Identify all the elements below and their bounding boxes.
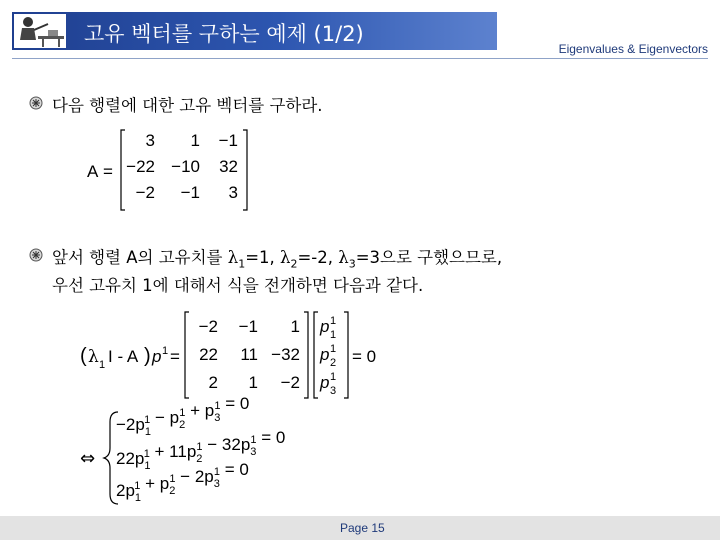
matrix-cell: 3: [145, 131, 155, 150]
matrix-cell: −2: [135, 183, 155, 202]
bullet-icon: [28, 247, 44, 263]
svg-text:p: p: [320, 345, 330, 364]
system-equation: $22p_11 + 11p_21 - 32p_31 = 0$: [116, 428, 286, 472]
linear-system: [78, 394, 338, 508]
system-equation: $-2p_11 - p_21 + p_31 = 0$: [116, 394, 250, 438]
svg-text:p: p: [320, 373, 330, 392]
matrix-a: [80, 125, 280, 215]
bullet-icon: [28, 95, 44, 111]
matrix-cell: 1: [248, 373, 258, 392]
matrix-cell: 11: [240, 345, 258, 364]
matrix-cell: 1: [290, 317, 300, 336]
svg-text:= 0: = 0: [352, 347, 377, 366]
matrix-cell: 2: [208, 373, 218, 392]
svg-text:(: (: [80, 345, 87, 367]
matrix-cell: −22: [126, 157, 155, 176]
svg-text:1: 1: [330, 343, 337, 355]
matrix-cell: −32: [271, 345, 300, 364]
slide-title: 고유 벡터를 구하는 예제 (1/2): [84, 22, 364, 46]
matrix-cell: 1: [190, 131, 200, 150]
svg-text:): ): [144, 345, 151, 367]
matrix-cell: 32: [219, 157, 238, 176]
matrix-cell: 3: [228, 183, 238, 202]
svg-text:p: p: [152, 347, 162, 366]
svg-text:1: 1: [162, 345, 169, 357]
svg-text:I - A: I - A: [108, 347, 139, 366]
matrix-cell: −1: [238, 317, 258, 336]
bullet-text-2: 앞서 행렬 A의 고유치를 $\lambda_1=1$, $\lambda_2=-2$, $\lambda_3=3$으로 구했으므로,: [52, 248, 503, 271]
teacher-at-desk-icon: [14, 14, 66, 48]
page-number: Page 15: [340, 521, 385, 535]
bullet-text-1: 다음 행렬에 대한 고유 벡터를 구하라.: [52, 96, 323, 115]
vector-p: [319, 315, 336, 397]
matrix-cell: −2: [280, 373, 300, 392]
svg-text:λ: λ: [88, 347, 99, 367]
matrix-cell: −1: [180, 183, 200, 202]
bullet-text-2-line2: 우선 고유치 1에 대해서 식을 전개하면 다음과 같다.: [52, 276, 424, 295]
subject-label: Eigenvalues & Eigenvectors: [558, 42, 708, 56]
svg-text:1: 1: [330, 371, 337, 383]
svg-text:2: 2: [330, 357, 337, 369]
svg-text:1: 1: [330, 315, 337, 327]
svg-text:3: 3: [330, 385, 337, 397]
system-equation: $2p_11 + p_21 - 2p_31 = 0$: [116, 460, 249, 504]
title-bar: [12, 12, 497, 50]
svg-text:p: p: [320, 317, 330, 336]
matrix-cell: −10: [171, 157, 200, 176]
matrix-label: A: [87, 162, 99, 181]
right-bracket: [243, 130, 247, 210]
matrix-cell: 22: [199, 345, 218, 364]
svg-text:1: 1: [99, 359, 106, 371]
svg-text:1: 1: [330, 329, 337, 341]
matrix-cell: −2: [198, 317, 218, 336]
left-bracket: [121, 130, 125, 210]
equals-sign: =: [103, 162, 113, 181]
equivalence-arrow: ⇔: [80, 448, 96, 469]
matrix-cell: −1: [218, 131, 238, 150]
svg-text:=: =: [170, 347, 180, 366]
header-divider: [12, 58, 708, 59]
eigen-equation: [78, 308, 398, 404]
